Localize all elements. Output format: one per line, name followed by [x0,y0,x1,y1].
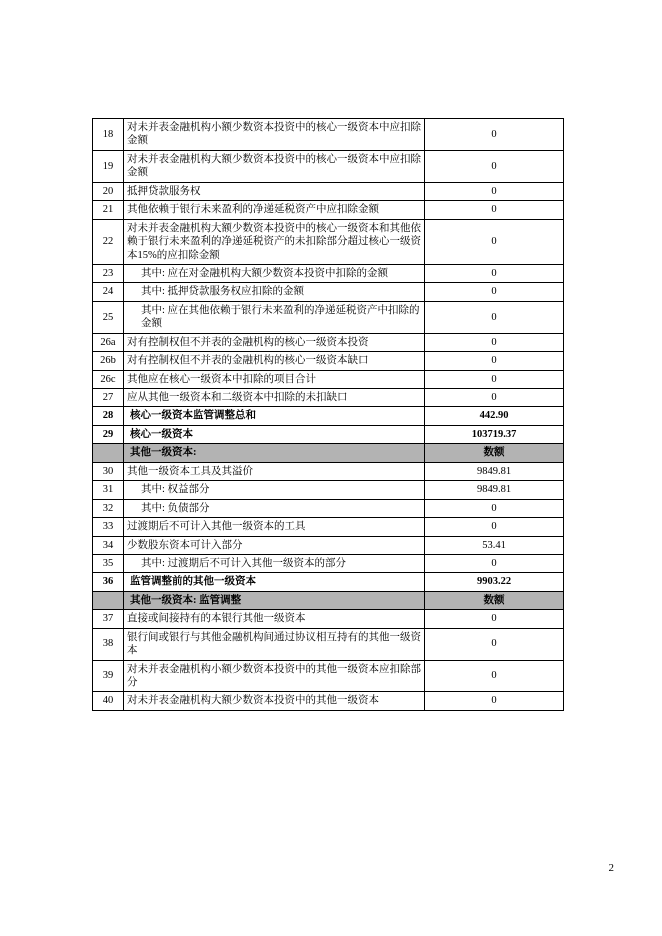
table-row [93,610,564,628]
row-description-cell: 过渡期后不可计入其他一级资本的工具 [124,518,425,536]
row-value-cell: 0 [425,264,564,282]
row-value-cell: 数额 [425,444,564,462]
row-description-cell: 其他应在核心一级资本中扣除的项目合计 [124,370,425,388]
row-value-cell: 0 [425,333,564,351]
row-number-cell: 27 [93,389,124,407]
row-value-cell: 9903.22 [425,573,564,591]
row-description-text: 其中: 抵押贷款服务权应扣除的金额 [141,286,305,298]
table-row [93,499,564,517]
row-value-cell: 103719.37 [425,425,564,443]
table-row [93,660,564,692]
row-description-cell: 其他依赖于银行未来盈利的净递延税资产中应扣除金额 [124,201,425,219]
table-row [93,352,564,370]
row-value-cell: 0 [425,518,564,536]
row-value-cell: 442.90 [425,407,564,425]
table-row [93,425,564,443]
row-description-cell: 对未并表金融机构小额少数资本投资中的其他一级资本应扣除部分 [124,660,425,692]
row-description-text: 其中: 负债部分 [141,502,210,514]
table-row [93,370,564,388]
row-number-cell: 32 [93,499,124,517]
row-value-cell: 0 [425,499,564,517]
row-description-text: 其中: 应在对金融机构大额少数资本投资中扣除的金额 [141,267,389,279]
table-row [93,554,564,572]
row-number-cell: 19 [93,150,124,182]
row-description-cell: 对有控制权但不并表的金融机构的核心一级资本缺口 [124,352,425,370]
table-row [93,518,564,536]
row-value-cell: 53.41 [425,536,564,554]
row-description-text: 其中: 过渡期后不可计入其他一级资本的部分 [141,557,347,569]
row-number-cell: 22 [93,219,124,264]
table-row [93,182,564,200]
row-value-cell: 0 [425,554,564,572]
table-row [93,444,564,462]
row-number-cell: 37 [93,610,124,628]
row-description-cell: 核心一级资本监管调整总和 [124,407,425,425]
row-description-cell: 对未并表金融机构大额少数资本投资中的核心一级资本和其他依赖于银行未来盈利的净递延税资产的未扣除部分超过核心一级资本15%的应扣除金额 [124,219,425,264]
row-description-cell: 其他一级资本工具及其溢价 [124,462,425,480]
row-value-cell: 9849.81 [425,462,564,480]
row-description-cell: 银行间或银行与其他金融机构间通过协议相互持有的其他一级资本 [124,628,425,660]
row-number-cell: 26c [93,370,124,388]
row-number-cell: 23 [93,264,124,282]
row-number-cell: 39 [93,660,124,692]
row-number-cell: 24 [93,283,124,301]
row-number-cell: 26b [93,352,124,370]
row-number-cell: 18 [93,119,124,151]
row-value-cell: 0 [425,119,564,151]
table-row [93,628,564,660]
row-value-cell: 0 [425,301,564,333]
row-number-cell: 38 [93,628,124,660]
row-value-cell: 0 [425,628,564,660]
row-description-cell: 其他一级资本: 监管调整 [124,591,425,609]
table-row [93,264,564,282]
row-number-cell: 20 [93,182,124,200]
row-value-cell: 9849.81 [425,481,564,499]
table-row [93,301,564,333]
table-row [93,462,564,480]
table-body [93,119,564,711]
row-value-cell: 0 [425,283,564,301]
row-number-cell [93,591,124,609]
row-value-cell: 0 [425,389,564,407]
row-number-cell: 21 [93,201,124,219]
row-number-cell: 25 [93,301,124,333]
row-description-text: 其中: 权益部分 [141,484,210,496]
row-description-cell [124,264,425,282]
table-row [93,219,564,264]
table-row [93,591,564,609]
row-description-cell [124,554,425,572]
table-row [93,407,564,425]
row-number-cell: 28 [93,407,124,425]
row-description-cell [124,499,425,517]
row-number-cell: 30 [93,462,124,480]
row-value-cell: 0 [425,660,564,692]
table-row [93,283,564,301]
row-value-cell: 0 [425,219,564,264]
row-value-cell: 0 [425,150,564,182]
row-description-cell: 监管调整前的其他一级资本 [124,573,425,591]
page-number: 2 [608,862,614,874]
row-value-cell: 0 [425,352,564,370]
row-description-cell: 直接或间接持有的本银行其他一级资本 [124,610,425,628]
row-number-cell: 31 [93,481,124,499]
table-row [93,201,564,219]
row-description-cell: 对未并表金融机构大额少数资本投资中的其他一级资本 [124,692,425,710]
table-row [93,692,564,710]
row-number-cell: 33 [93,518,124,536]
row-description-cell: 对有控制权但不并表的金融机构的核心一级资本投资 [124,333,425,351]
row-number-cell: 35 [93,554,124,572]
table-row [93,481,564,499]
capital-adequacy-table [92,118,564,711]
row-number-cell: 29 [93,425,124,443]
row-number-cell: 26a [93,333,124,351]
table-row [93,573,564,591]
row-value-cell: 数额 [425,591,564,609]
table-row [93,119,564,151]
row-value-cell: 0 [425,182,564,200]
row-description-cell: 应从其他一级资本和二级资本中扣除的未扣缺口 [124,389,425,407]
row-description-cell [124,301,425,333]
row-description-text: 其中: 应在其他依赖于银行未来盈利的净递延税资产中扣除的金额 [141,304,420,330]
row-number-cell: 36 [93,573,124,591]
row-value-cell: 0 [425,201,564,219]
row-description-cell: 少数股东资本可计入部分 [124,536,425,554]
row-description-cell: 对未并表金融机构大额少数资本投资中的核心一级资本中应扣除金额 [124,150,425,182]
table-row [93,333,564,351]
row-description-cell [124,283,425,301]
row-number-cell [93,444,124,462]
row-description-cell: 核心一级资本 [124,425,425,443]
table-row [93,536,564,554]
row-value-cell: 0 [425,692,564,710]
row-value-cell: 0 [425,610,564,628]
row-description-cell: 对未并表金融机构小额少数资本投资中的核心一级资本中应扣除金额 [124,119,425,151]
capital-table-wrapper [92,118,564,711]
row-description-cell [124,481,425,499]
row-description-cell: 抵押贷款服务权 [124,182,425,200]
row-description-cell: 其他一级资本: [124,444,425,462]
row-number-cell: 34 [93,536,124,554]
table-row [93,389,564,407]
row-value-cell: 0 [425,370,564,388]
row-number-cell: 40 [93,692,124,710]
table-row [93,150,564,182]
